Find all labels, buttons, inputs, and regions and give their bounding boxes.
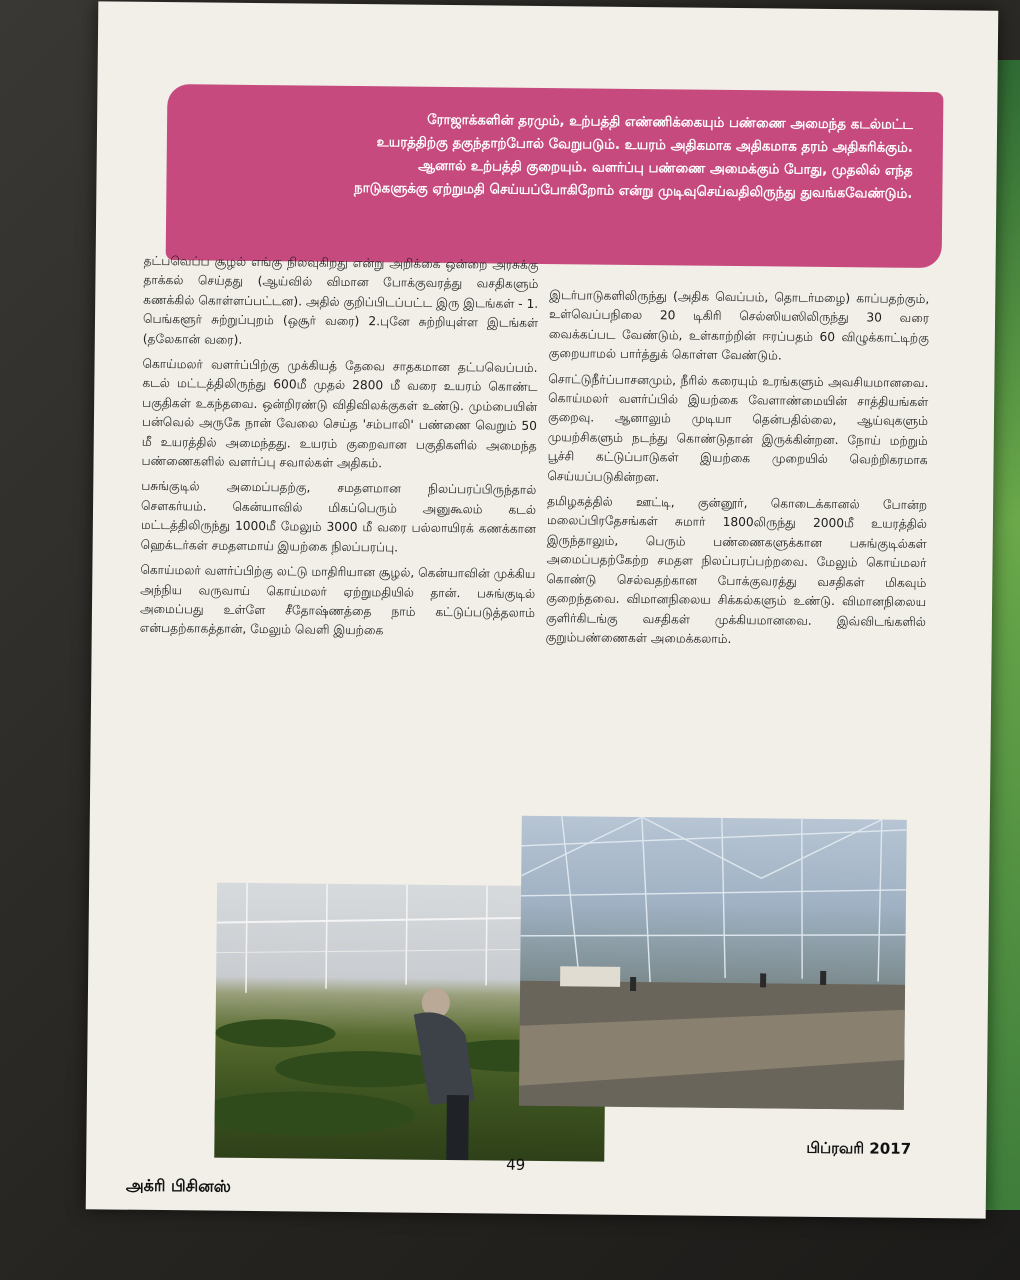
paragraph: சொட்டுநீர்ப்பாசனமும், நீரில் கரையும் உரங்களும் அவசியமானவை. கொய்மலர் வளர்ப்பில் இயற்கை வேளாண்மையின் சாத்தியங்கள் குறைவு. ஆனாலும் முடியா தென்பதில்லை, ஆய்வுகளும் முயற்சிகளும் நடந்து கொண்டுதான் இருக்கின்றன. நோய் மற்றும் பூச்சி கட்டுப்பாடுகள் இயற்கை முறையில் வெற்றிகரமாக செய்யப்படுகின்றன. [547,371,929,484]
right-text-column [546,286,930,657]
callout-line: ரோஜாக்களின் தரமும், உற்பத்தி எண்ணிக்கையும் பண்ணை அமைந்த கடல்மட்ட [427,112,914,133]
callout-line: ஆனால் உற்பத்தி குறையும். வளர்ப்பு பண்ணை அமைக்கும் போது, முதலில் எந்த [418,158,913,179]
paragraph: தமிழகத்தில் ஊட்டி, குன்னூர், கொடைக்கானல் போன்ற மலைப்பிரதேசங்கள் சுமார் 1800லிருந்து 2000மீ உயரத்தில் இருந்தாலும், பெரும் பண்ணைகளுக்கான பசுங்குடில்கள் அமைப்பதற்கேற்ற சமதள நிலப்பரப்பற்றவை. மேலும் கொய்மலர் கொண்டு செல்வதற்கான போக்குவரத்து வசதிகள் மிகவும் குறைந்தவை. விமானநிலைய சிக்கல்களும் உண்டு. விமானநிலைய குளிர்கிடங்கு வசதிகள் முக்கியமானவை. இவ்விடங்களில் குறும்பண்ணைகள் அமைக்கலாம். [545,494,928,646]
paragraph: பசுங்குடில் அமைப்பதற்கு, சமதளமான நிலப்பரப்பிருந்தால் சௌகர்யம். கென்யாவில் மிகப்பெரும் அனுகூலம் கடல் மட்டத்திலிருந்து 1000மீ மேலும் 3000 மீ வரை பல்லாயிரக் கணக்கான ஹெக்டர்கள் சமதளமாய் இயற்கை நிலப்பரப்பு. [140,479,537,555]
left-text-column [140,252,539,649]
paragraph: இடர்பாடுகளிலிருந்து (அதிக வெப்பம், தொடர்மழை) காப்பதற்கும், உள்வெப்பநிலை 20 டிகிரி செல்ஸியஸிலிருந்து 30 வரை வைக்கப்பட வேண்டும், உள்காற்றின் ஈரப்பதம் 60 விழுக்காட்டிற்கு குறையாமல் பார்த்துக் கொள்ள வேண்டும். [548,288,930,363]
callout-line: உயரத்திற்கு தகுந்தாற்போல் வேறுபடும். உயரம் அதிகமாக அதிகமாக தரம் அதிகரிக்கும். [376,135,913,156]
paragraph: கொய்மலர் வளர்ப்பிற்கு லட்டு மாதிரியான சூழல், கென்யாவின் முக்கிய அந்நிய வருவாய் கொய்மலர் ஏற்றுமதியில் தான். பசுங்குடில் அமைப்பது உள்ளே சீதோஷ்ணத்தை நாம் கட்டுப்படுத்தலாம் என்பதற்காகத்தான், மேலும் வெளி இயற்கை [139,562,536,638]
callout-line: நாடுகளுக்கு ஏற்றுமதி செய்யப்போகிறோம் என்று முடிவுசெய்வதிலிருந்து துவங்கவேண்டும். [353,181,913,202]
paragraph: கொய்மலர் வளர்ப்பிற்கு முக்கியத் தேவை சாதகமான தட்பவெப்பம். கடல் மட்டத்திலிருந்து 600மீ முதல் 2800 மீ வரை உயரம் கொண்ட பகுதிகள் உகந்தவை. ஒன்றிரண்டு விதிவிலக்குகள் உண்டு. மும்பையின் பன்வெல் அருகே நான் வேலை செய்த 'சம்பாலி' பண்ணை வெறும் 50 மீ உயரத்தில் அமைந்தது. உயரம் குறைவான பகுதிகளில் அமைந்த பண்ணைகளில் வளர்ப்பு சவால்கள் அதிகம். [141,356,538,471]
highlight-callout [166,84,944,268]
magazine-page [86,1,999,1218]
issue-date: பிப்ரவரி 2017 [806,1138,912,1158]
magazine-name: அக்ரி பிசினஸ் [125,1175,231,1196]
paragraph: தட்பவெப்ப சூழல் எங்கு நிலவுகிறது என்று அறிக்கை ஒன்றை அரசுக்கு தாக்கல் செய்தது (ஆய்வில் விமான போக்குவரத்து வசதிகளும் கணக்கில் கொள்ளப்பட்டன). அதில் குறிப்பிடப்பட்ட இரு இடங்கள் - 1. பெங்களூர் சுற்றுப்புறம் (ஒசூர் வரை) 2.புனே சுற்றியுள்ள இடங்கள் (தலேகான் வரை). [142,253,539,347]
greenhouse-structure-photo [519,816,907,1110]
page-number: 49 [506,1155,526,1174]
greenhouse-structure-illustration [519,816,907,1110]
